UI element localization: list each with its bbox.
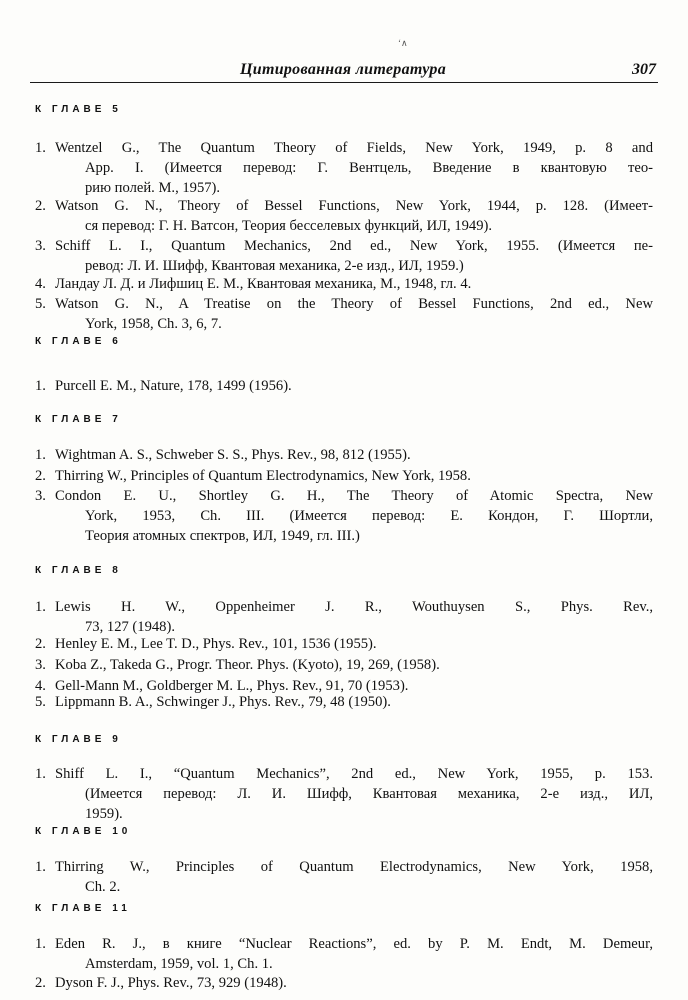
reference-number: 4. bbox=[35, 678, 46, 694]
reference-line: Gell-Mann M., Goldberger M. L., Phys. Rev., 91, 70 (1953). bbox=[55, 678, 409, 694]
reference-line: Wentzel G., The Quantum Theory of Fields, New York, 1949, p. 8 and bbox=[55, 140, 653, 156]
reference-line: App. I. (Имеется перевод: Г. Вентцель, Введение в квантовую тео- bbox=[85, 160, 653, 176]
reference-entry bbox=[35, 274, 653, 294]
chapter-heading: К ГЛАВЕ 11 bbox=[35, 903, 131, 914]
chapter-heading: К ГЛАВЕ 5 bbox=[35, 104, 122, 115]
reference-number: 5. bbox=[35, 296, 46, 312]
reference-line: Dyson F. J., Phys. Rev., 73, 929 (1948). bbox=[55, 975, 287, 991]
reference-number: 1. bbox=[35, 447, 46, 463]
reference-entry bbox=[35, 597, 653, 637]
reference-number: 1. bbox=[35, 936, 46, 952]
reference-entry bbox=[35, 445, 653, 465]
reference-entry bbox=[35, 764, 653, 824]
reference-entry bbox=[35, 196, 653, 236]
reference-line: Thirring W., Principles of Quantum Electrodynamics, New York, 1958, bbox=[55, 859, 653, 875]
running-title: Цитированная литература bbox=[240, 61, 447, 78]
reference-number: 1. bbox=[35, 599, 46, 615]
chapter-heading: К ГЛАВЕ 10 bbox=[35, 826, 132, 837]
page-number: 307 bbox=[632, 61, 656, 78]
reference-entry bbox=[35, 138, 653, 198]
reference-entry bbox=[35, 973, 653, 993]
reference-line: Koba Z., Takeda G., Progr. Theor. Phys. (Kyoto), 19, 269, (1958). bbox=[55, 657, 440, 673]
reference-line: Lippmann B. A., Schwinger J., Phys. Rev., 79, 48 (1950). bbox=[55, 694, 391, 710]
reference-line: Eden R. J., в книге “Nuclear Reactions”, ed. by P. M. Endt, M. Demeur, bbox=[55, 936, 653, 952]
reference-number: 2. bbox=[35, 468, 46, 484]
reference-number: 4. bbox=[35, 276, 46, 292]
reference-line: Теория атомных спектров, ИЛ, 1949, гл. III.) bbox=[85, 528, 360, 544]
chapter-heading: К ГЛАВЕ 6 bbox=[35, 336, 122, 347]
reference-line: 73, 127 (1948). bbox=[85, 619, 175, 635]
running-header bbox=[30, 58, 658, 83]
reference-line: Ландау Л. Д. и Лифшиц Е. М., Квантовая механика, М., 1948, гл. 4. bbox=[55, 276, 472, 292]
print-mark: ʻ∧ bbox=[398, 38, 408, 48]
reference-line: Thirring W., Principles of Quantum Electrodynamics, New York, 1958. bbox=[55, 468, 471, 484]
reference-entry bbox=[35, 934, 653, 974]
reference-number: 3. bbox=[35, 657, 46, 673]
reference-number: 2. bbox=[35, 636, 46, 652]
reference-entry bbox=[35, 857, 653, 897]
reference-number: 2. bbox=[35, 975, 46, 991]
reference-line: ся перевод: Г. Н. Ватсон, Теория бесселевых функций, ИЛ, 1949). bbox=[85, 218, 493, 234]
reference-entry bbox=[35, 294, 653, 334]
reference-line: рию полей. М., 1957). bbox=[85, 180, 221, 196]
reference-line: Lewis H. W., Oppenheimer J. R., Wouthuysen S., Phys. Rev., bbox=[55, 599, 653, 615]
reference-entry bbox=[35, 376, 653, 396]
reference-line: (Имеется перевод: Л. И. Шифф, Квантовая механика, 2-е изд., ИЛ, bbox=[85, 786, 653, 802]
chapter-heading: К ГЛАВЕ 9 bbox=[35, 734, 122, 745]
chapter-heading: К ГЛАВЕ 7 bbox=[35, 414, 122, 425]
reference-number: 1. bbox=[35, 766, 46, 782]
reference-line: Watson G. N., A Treatise on the Theory of Bessel Functions, 2nd ed., New bbox=[55, 296, 653, 312]
reference-line: 1959). bbox=[85, 806, 123, 822]
reference-line: York, 1953, Ch. III. (Имеется перевод: Е. Кондон, Г. Шортли, bbox=[85, 508, 653, 524]
reference-entry bbox=[35, 236, 653, 276]
reference-line: Watson G. N., Theory of Bessel Functions, New York, 1944, p. 128. (Имеет- bbox=[55, 198, 653, 214]
reference-line: Henley E. M., Lee T. D., Phys. Rev., 101, 1536 (1955). bbox=[55, 636, 377, 652]
reference-number: 3. bbox=[35, 238, 46, 254]
reference-line: Shiff L. I., “Quantum Mechanics”, 2nd ed., New York, 1955, p. 153. bbox=[55, 766, 653, 782]
reference-number: 1. bbox=[35, 140, 46, 156]
reference-number: 1. bbox=[35, 859, 46, 875]
reference-line: Ch. 2. bbox=[85, 879, 121, 895]
reference-line: Schiff L. I., Quantum Mechanics, 2nd ed., New York, 1955. (Имеется пе- bbox=[55, 238, 653, 254]
reference-entry bbox=[35, 692, 653, 712]
reference-entry bbox=[35, 466, 653, 486]
reference-number: 1. bbox=[35, 378, 46, 394]
reference-line: Wightman A. S., Schweber S. S., Phys. Rev., 98, 812 (1955). bbox=[55, 447, 411, 463]
reference-number: 2. bbox=[35, 198, 46, 214]
reference-entry bbox=[35, 486, 653, 546]
reference-entry bbox=[35, 655, 653, 675]
reference-line: Condon E. U., Shortley G. H., The Theory of Atomic Spectra, New bbox=[55, 488, 653, 504]
reference-entry bbox=[35, 634, 653, 654]
reference-line: Amsterdam, 1959, vol. 1, Ch. 1. bbox=[85, 956, 273, 972]
reference-number: 3. bbox=[35, 488, 46, 504]
chapter-heading: К ГЛАВЕ 8 bbox=[35, 565, 122, 576]
reference-line: York, 1958, Ch. 3, 6, 7. bbox=[85, 316, 222, 332]
reference-line: Purcell E. M., Nature, 178, 1499 (1956). bbox=[55, 378, 292, 394]
reference-number: 5. bbox=[35, 694, 46, 710]
reference-line: ревод: Л. И. Шифф, Квантовая механика, 2-е изд., ИЛ, 1959.) bbox=[85, 258, 464, 274]
